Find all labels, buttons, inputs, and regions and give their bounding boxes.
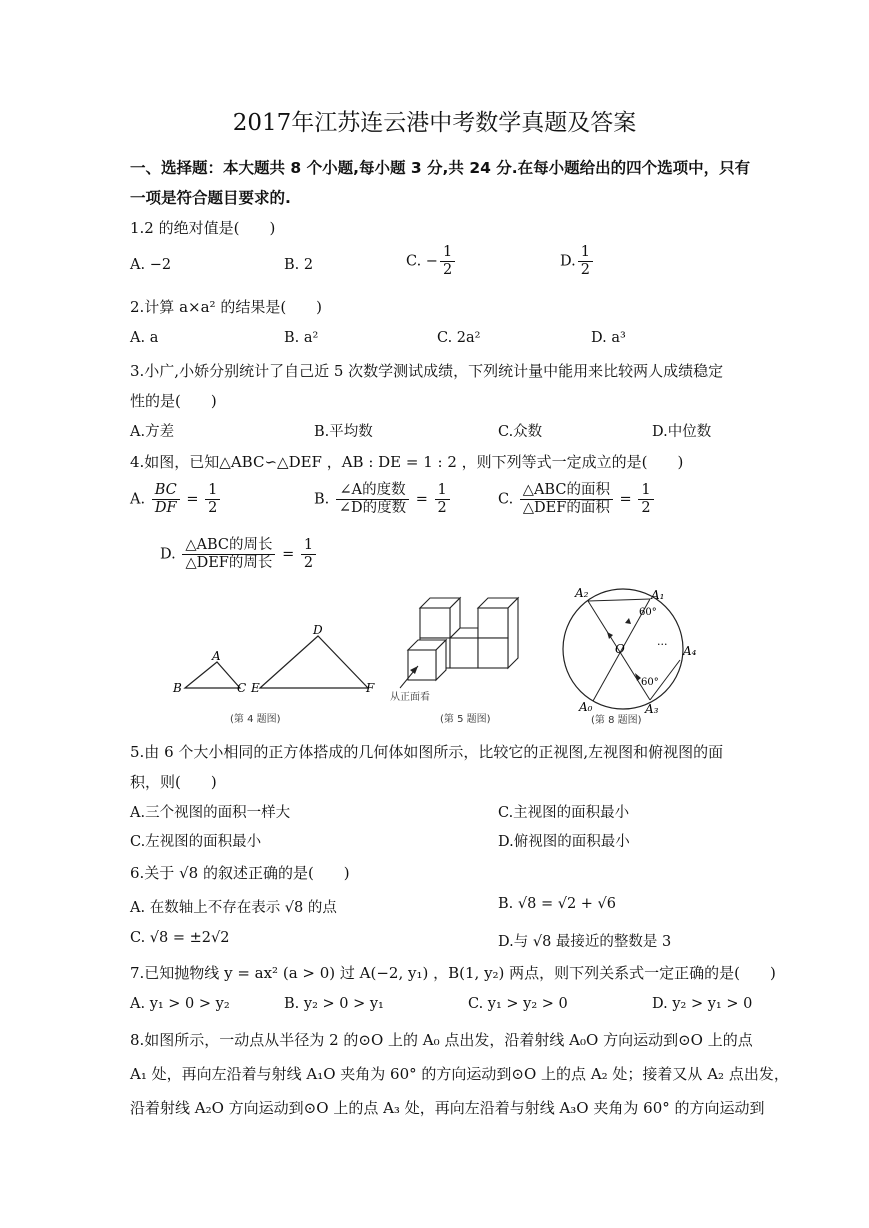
q8-stem-line2: A₁ 处，再向左沿着与射线 A₁O 夹角为 60° 的方向运动到⊙O 上的点 A₂ 处；接着又从 A₂ 点出发， [130,1065,789,1083]
q3-option-a: A.方差 [130,424,175,440]
q2-option-a: A. a [130,330,159,346]
label-b: B [173,681,182,695]
q4-option-d: D. $\frac{\text{△ABC的周长}}{\text{△DEF的周长}}$ = $\frac{1}{2}$ [160,537,318,572]
q6-stem: 6.关于 √8 的叙述正确的是( ) [130,864,350,882]
section-heading-line1: 一、选择题：本大题共 8 个小题,每小题 3 分,共 24 分.在每小题给出的四个选项中，只有 [130,159,751,177]
q5-option-c: C.左视图的面积最小 [130,834,262,850]
q7-option-b: B. y₂ > 0 > y₁ [284,996,384,1012]
q1-option-c: C. − $\frac{1}{2}$ [406,244,457,279]
q7-option-d: D. y₂ > y₁ > 0 [652,996,753,1012]
q1-option-d: D. $\frac{1}{2}$ [560,244,595,279]
figure-4-triangles [170,620,390,730]
angle-60-bottom: 60° [641,677,659,688]
figure-5-cubes [388,588,538,728]
q6-option-b: B. √8 = √2 + √6 [498,896,617,912]
q3-option-b: B.平均数 [314,424,373,440]
q1-option-a: A. −2 [130,257,172,273]
q5-option-b: C.主视图的面积最小 [498,805,630,821]
q3-option-d: D.中位数 [652,424,712,440]
q3-option-c: C.众数 [498,424,543,440]
q3-stem-line1: 3.小广,小娇分别统计了自己近 5 次数学测试成绩，下列统计量中能用来比较两人成绩稳定 [130,362,724,380]
q7-option-a: A. y₁ > 0 > y₂ [130,996,230,1012]
q4-option-c: C. $\frac{\text{△ABC的面积}}{\text{△DEF的面积}}$ = $\frac{1}{2}$ [498,482,656,517]
q7-option-c: C. y₁ > y₂ > 0 [468,996,568,1012]
label-d: D [313,623,323,637]
q5-option-a: A.三个视图的面积一样大 [130,805,291,821]
q1-stem: 1.2 的绝对值是( ) [130,219,276,237]
q2-option-b: B. a² [284,330,319,346]
label-a1: A₁ [651,588,665,602]
label-a: A [212,649,221,663]
page-title: 2017年江苏连云港中考数学真题及答案 [232,110,637,136]
figure-8-circle [555,585,705,730]
q4-option-b: B. $\frac{\text{∠A的度数}}{\text{∠D的度数}}$ = $\frac{1}{2}$ [314,482,452,517]
label-a0: A₀ [579,700,593,714]
q1-option-b: B. 2 [284,257,314,273]
angle-60-top: 60° [639,607,657,618]
q4-option-a: A. $\frac{BC}{DF}$ = $\frac{1}{2}$ [130,482,222,517]
label-f: F [366,681,375,695]
q5-option-d: D.俯视图的面积最小 [498,834,630,850]
q8-stem-line3: 沿着射线 A₂O 方向运动到⊙O 上的点 A₃ 处，再向左沿着与射线 A₃O 夹角为 60° 的方向运动到 [130,1099,765,1117]
fig8-caption: (第 8 题图) [591,715,642,726]
q3-stem-line2: 性的是( ) [130,392,217,410]
fig4-caption: (第 4 题图) [230,714,281,725]
q5-stem-line2: 积，则( ) [130,773,217,791]
q8-stem-line1: 8.如图所示，一动点从半径为 2 的⊙O 上的 A₀ 点出发，沿着射线 A₀O 方向运动到⊙O 上的点 [130,1031,753,1049]
label-a3: A₃ [645,702,659,716]
q5-stem-line1: 5.由 6 个大小相同的正方体搭成的几何体如图所示，比较它的正视图,左视图和俯视图的面 [130,743,724,761]
q2-option-d: D. a³ [591,330,626,346]
q6-option-c: C. √8 = ±2√2 [130,930,230,946]
q6-option-a: A. 在数轴上不存在表示 √8 的点 [130,900,337,916]
fig5-caption: (第 5 题图) [440,714,491,725]
q6-option-d: D.与 √8 最接近的整数是 3 [498,934,672,950]
q2-option-c: C. 2a² [437,330,481,346]
q2-stem: 2.计算 a×a² 的结果是( ) [130,298,323,316]
label-a2: A₂ [575,586,589,600]
label-a4: A₄ [683,644,697,658]
q4-stem: 4.如图，已知△ABC∽△DEF ，AB : DE = 1 : 2 ，则下列等式一定成立的是( ) [130,453,684,471]
section-heading-line2: 一项是符合题目要求的. [130,189,291,207]
fig5-view-label: 从正面看 [390,692,430,703]
dots: ··· [657,638,668,651]
label-o: O [615,642,625,656]
label-e: E [251,681,260,695]
label-c: C [237,681,247,695]
q7-stem: 7.已知抛物线 y = ax² (a > 0) 过 A(−2, y₁) ，B(1, y₂) 两点，则下列关系式一定正确的是( ) [130,964,776,982]
